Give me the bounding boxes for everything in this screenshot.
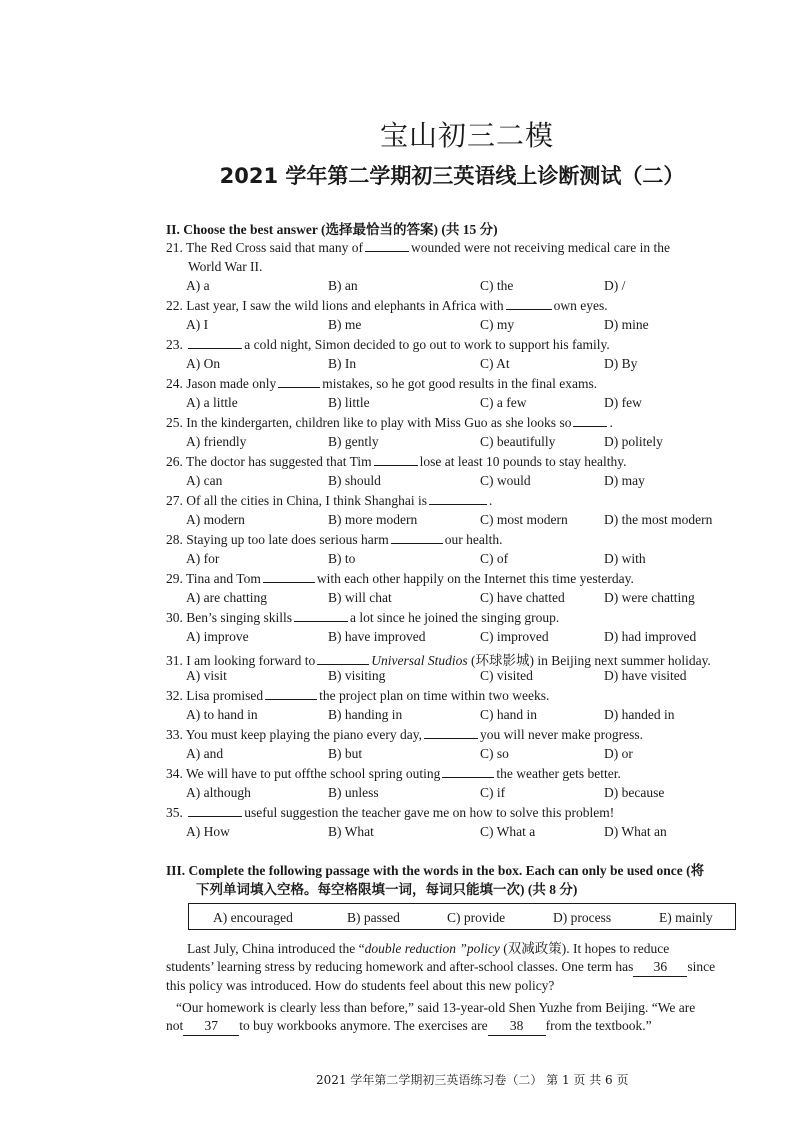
question-number: 24.	[166, 376, 183, 391]
question-text: Ben’s singing skills	[186, 610, 293, 625]
answer-blank[interactable]	[188, 347, 242, 349]
question-stem	[166, 610, 746, 626]
answer-option[interactable]: D) politely	[604, 434, 663, 449]
question-number: 25.	[166, 415, 183, 430]
answer-option[interactable]: A) How	[186, 824, 230, 839]
question-text: .	[488, 493, 493, 508]
question-text: with each other happily on the Internet this time yesterday.	[316, 571, 634, 586]
answer-option[interactable]: C) the	[480, 278, 514, 293]
question-number: 30.	[166, 610, 183, 625]
question-number: 34.	[166, 766, 183, 781]
answer-option[interactable]: A) for	[186, 551, 220, 566]
question-text: Lisa promised	[186, 688, 264, 703]
question-text: you will never make progress.	[479, 727, 644, 742]
answer-option[interactable]: C) my	[480, 317, 515, 332]
question-number: 28.	[166, 532, 183, 547]
question-number: 22.	[166, 298, 183, 313]
question-number: 21.	[166, 240, 183, 255]
question-number: 26.	[166, 454, 183, 469]
answer-option[interactable]: C) most modern	[480, 512, 568, 527]
answer-blank[interactable]	[263, 581, 315, 583]
answer-blank[interactable]	[374, 464, 418, 466]
answer-option[interactable]: C) so	[480, 746, 509, 761]
answer-option[interactable]: A) a little	[186, 395, 238, 410]
question-number: 32.	[166, 688, 183, 703]
answer-option[interactable]: C) have chatted	[480, 590, 565, 605]
question-stem	[166, 376, 746, 392]
answer-blank[interactable]	[294, 620, 348, 622]
exam-title: 2021 学年第二学期初三英语线上诊断测试（二）	[219, 164, 685, 188]
answer-option[interactable]: A) can	[186, 473, 223, 488]
answer-option[interactable]: C) What a	[480, 824, 536, 839]
question-stem	[166, 805, 746, 821]
answer-option[interactable]: B) gently	[328, 434, 379, 449]
question-text: our health.	[444, 532, 503, 547]
question-text-continued: World War II.	[188, 259, 263, 274]
question-stem	[166, 298, 746, 314]
question-text: mistakes, so he got good results in the final exams.	[322, 376, 598, 391]
answer-option[interactable]: D) handed in	[604, 707, 675, 722]
answer-option[interactable]: B) to	[328, 551, 356, 566]
answer-option[interactable]: A) visit	[186, 668, 227, 683]
passage-paragraph-1	[166, 940, 744, 995]
answer-option[interactable]: B) more modern	[328, 512, 418, 527]
question-stem	[166, 688, 746, 704]
answer-option[interactable]: D) What an	[604, 824, 667, 839]
question-text: useful suggestion the teacher gave me on how to solve this problem!	[244, 805, 615, 820]
answer-option[interactable]: D) or	[604, 746, 633, 761]
question-text: a lot since he joined the singing group.	[350, 610, 560, 625]
answer-option[interactable]: A) a	[186, 278, 210, 293]
blank-38[interactable]: 38	[488, 1017, 546, 1036]
answer-blank[interactable]	[317, 663, 369, 665]
passage-paragraph-2	[166, 999, 744, 1036]
question-text: The Red Cross said that many of	[186, 240, 363, 255]
question-text: Jason made only	[186, 376, 277, 391]
word-option: D) process	[553, 910, 612, 925]
answer-option[interactable]: A) to hand in	[186, 707, 258, 722]
answer-blank[interactable]	[573, 425, 607, 427]
question-text: You must keep playing the piano every day,	[185, 727, 422, 742]
word-option: B) passed	[347, 910, 400, 925]
question-stem	[166, 766, 746, 782]
question-text: lose at least 10 pounds to stay healthy.	[419, 454, 627, 469]
question-text: I am looking forward to	[186, 653, 316, 668]
answer-blank[interactable]	[188, 815, 242, 817]
answer-option[interactable]: A) are chatting	[186, 590, 267, 605]
answer-blank[interactable]	[365, 250, 409, 252]
answer-option[interactable]: D) mine	[604, 317, 649, 332]
answer-option[interactable]: B) me	[328, 317, 362, 332]
answer-blank[interactable]	[278, 386, 320, 388]
answer-blank[interactable]	[442, 776, 494, 778]
passage-line: students’ learning stress by reducing homework and after-school classes. One term has 36 since	[166, 958, 744, 977]
question-text: We will have to put offthe school spring outing	[186, 766, 441, 781]
answer-option[interactable]: C) would	[480, 473, 531, 488]
answer-option[interactable]: C) hand in	[480, 707, 537, 722]
answer-option[interactable]: B) In	[328, 356, 357, 371]
question-text: the project plan on time within two weeks.	[319, 688, 550, 703]
question-text: the weather gets better.	[496, 766, 621, 781]
answer-option[interactable]: D) few	[604, 395, 642, 410]
answer-option[interactable]: B) will chat	[328, 590, 392, 605]
question-number: 23.	[166, 337, 183, 352]
answer-option[interactable]: C) improved	[480, 629, 549, 644]
page-footer-text: 2021 学年第二学期初三英语练习卷（二） 第 1 页 共 6 页	[316, 1073, 629, 1087]
question-text: Of all the cities in China, I think Shanghai is	[186, 493, 427, 508]
passage-line: “Our homework is clearly less than before,” said 13-year-old Shen Yuzhe from Beijing. “We are	[176, 1000, 696, 1015]
answer-option[interactable]: C) of	[480, 551, 509, 566]
question-stem	[166, 532, 746, 548]
answer-option[interactable]: A) On	[186, 356, 221, 371]
answer-option[interactable]: A) modern	[186, 512, 245, 527]
section-3-heading: III. Complete the following passage with the words in the box. Each can only be used once (将	[166, 863, 705, 878]
answer-option[interactable]: D) the most modern	[604, 512, 713, 527]
question-stem	[166, 415, 746, 431]
question-stem	[166, 337, 746, 353]
answer-option[interactable]: A) friendly	[186, 434, 247, 449]
question-text: a cold night, Simon decided to go out to work to support his family.	[244, 337, 610, 352]
blank-36[interactable]: 36	[633, 958, 687, 977]
answer-option[interactable]: A) improve	[186, 629, 249, 644]
question-text: Tina and Tom	[186, 571, 261, 586]
question-text-italic: Universal Studios	[371, 653, 468, 668]
question-stem	[166, 727, 746, 743]
word-option: C) provide	[447, 910, 506, 925]
answer-option[interactable]: D) have visited	[604, 668, 687, 683]
passage-line: not 37 to buy workbooks anymore. The exercises are 38 from the textbook.”	[166, 1017, 744, 1036]
answer-option[interactable]: C) a few	[480, 395, 527, 410]
question-number: 33.	[166, 727, 183, 742]
answer-option[interactable]: C) beautifully	[480, 434, 556, 449]
answer-option[interactable]: D) had improved	[604, 629, 697, 644]
answer-option[interactable]: B) visiting	[328, 668, 386, 683]
answer-blank[interactable]	[506, 308, 552, 310]
question-stem	[166, 649, 746, 669]
question-stem	[166, 454, 746, 470]
answer-option[interactable]: B) have improved	[328, 629, 426, 644]
question-text: wounded were not receiving medical care in the	[411, 240, 671, 255]
answer-blank[interactable]	[265, 698, 317, 700]
answer-option[interactable]: A) and	[186, 746, 224, 761]
question-number: 29.	[166, 571, 183, 586]
question-text: Staying up too late does serious harm	[186, 532, 389, 547]
question-stem	[166, 571, 746, 587]
answer-option[interactable]: B) handing in	[328, 707, 403, 722]
answer-option[interactable]: C) At	[480, 356, 510, 371]
question-text: Last year, I saw the wild lions and elephants in Africa with	[186, 298, 504, 313]
passage-line: Last July, China introduced the “double reduction ”policy (双减政策). It hopes to reduce	[187, 941, 670, 956]
question-text: The doctor has suggested that Tim	[186, 454, 372, 469]
answer-option[interactable]: B) What	[328, 824, 374, 839]
question-stem	[166, 493, 746, 509]
section-2-heading: II. Choose the best answer (选择最恰当的答案) (共 15 分)	[166, 222, 498, 237]
answer-option[interactable]: D) may	[604, 473, 645, 488]
blank-37[interactable]: 37	[183, 1017, 239, 1036]
answer-blank[interactable]	[429, 503, 487, 505]
answer-option[interactable]: D) because	[604, 785, 665, 800]
question-number: 27.	[166, 493, 183, 508]
answer-blank[interactable]	[391, 542, 443, 544]
answer-option[interactable]: D) with	[604, 551, 646, 566]
answer-option[interactable]: C) if	[480, 785, 506, 800]
answer-option[interactable]: B) an	[328, 278, 358, 293]
school-title: 宝山初三二模	[379, 119, 554, 152]
question-text: own eyes.	[553, 298, 608, 313]
question-number: 31.	[166, 653, 183, 668]
answer-option[interactable]: A) I	[186, 317, 209, 332]
answer-option[interactable]: A) although	[186, 785, 251, 800]
answer-option[interactable]: C) visited	[480, 668, 533, 683]
answer-option[interactable]: D) were chatting	[604, 590, 695, 605]
question-text: (环球影城) in Beijing next summer holiday.	[470, 653, 711, 668]
passage-line: this policy was introduced. How do students feel about this new policy?	[166, 978, 555, 993]
answer-option[interactable]: B) unless	[328, 785, 379, 800]
word-option: A) encouraged	[213, 910, 293, 925]
answer-option[interactable]: D) /	[604, 278, 626, 293]
question-text: In the kindergarten, children like to play with Miss Guo as she looks so	[186, 415, 572, 430]
answer-blank[interactable]	[424, 737, 478, 739]
answer-option[interactable]: B) little	[328, 395, 370, 410]
question-number: 35.	[166, 805, 183, 820]
answer-option[interactable]: B) should	[328, 473, 381, 488]
word-option: E) mainly	[659, 910, 713, 925]
answer-option[interactable]: B) but	[328, 746, 363, 761]
question-stem	[166, 240, 746, 256]
question-text: .	[609, 415, 613, 430]
answer-option[interactable]: D) By	[604, 356, 638, 371]
word-box	[188, 903, 736, 930]
section-3-heading-cn: 下列单词填入空格。每空格限填一词，每词只能填一次) (共 8 分)	[196, 882, 578, 897]
